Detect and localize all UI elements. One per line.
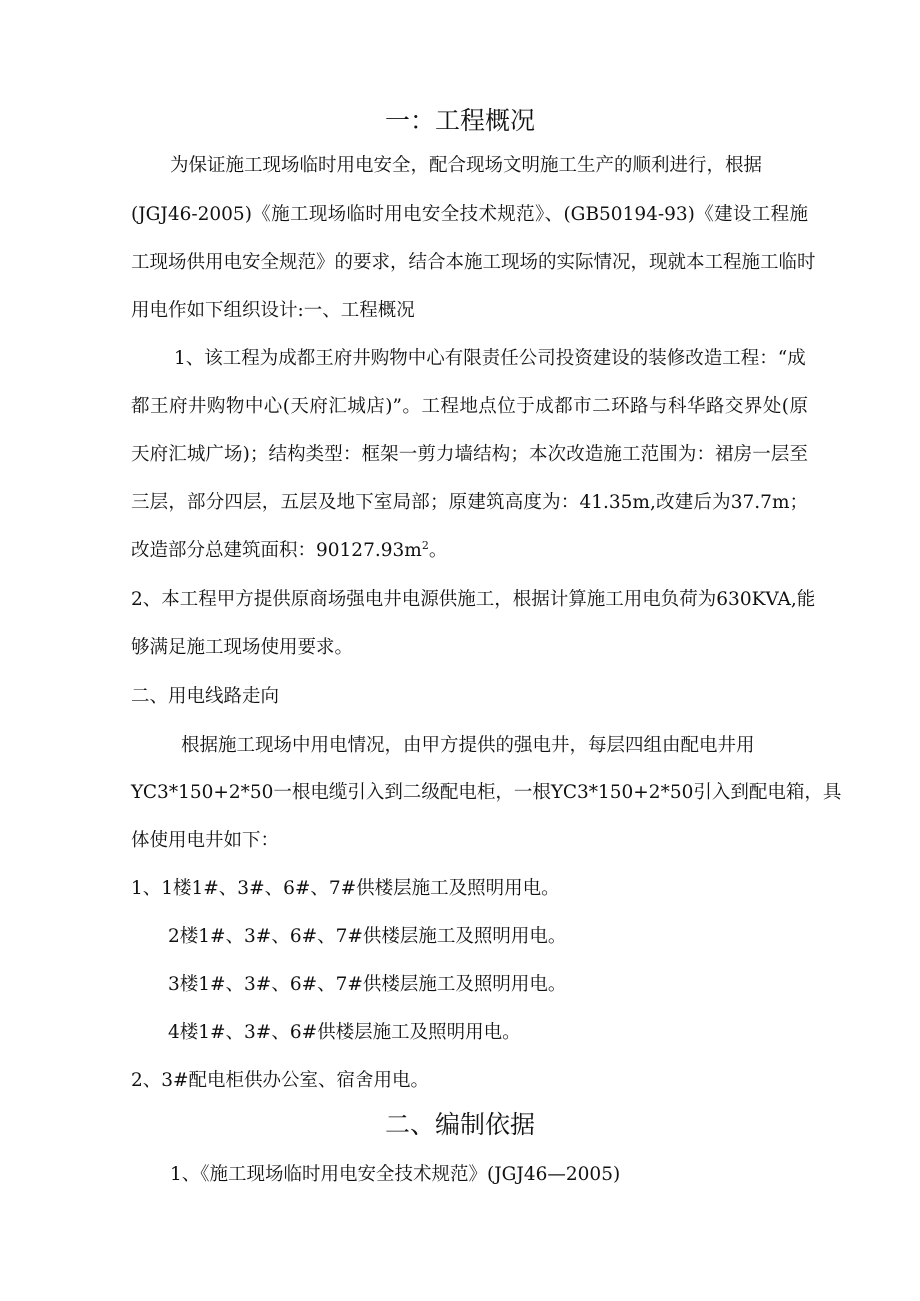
- total-area-text: 改造部分总建筑面积：90127.93m: [131, 540, 422, 561]
- item1-line-1: 1、该工程为成都王府井购物中心有限责任公司投资建设的装修改造工程：“成: [174, 348, 806, 369]
- heading-compilation-basis: 二、编制依据: [384, 1110, 535, 1139]
- item2-line-1: 2、本工程甲方提供原商场强电井电源供施工，根据计算施工用电负荷为630KVA,能: [131, 589, 816, 610]
- routing-line-2: YC3*150+2*50一根电缆引入到二级配电柜，一根YC3*150+2*50引入到配电箱，具: [131, 782, 842, 803]
- item1-line-4: 三层，部分四层，五层及地下室局部；原建筑高度为：41.35m,改建后为37.7m；: [131, 492, 808, 513]
- well-list-item: 2楼1#、3#、6#、7#供楼层施工及照明用电。: [168, 926, 567, 947]
- routing-line-3: 体使用电井如下：: [131, 830, 280, 851]
- intro-line-4: 用电作如下组织设计:一、工程概况: [131, 300, 415, 321]
- well-list-item: 1、1楼1#、3#、6#、7#供楼层施工及照明用电。: [131, 878, 560, 899]
- intro-line-1: 为保证施工现场临时用电安全，配合现场文明施工生产的顺利进行，根据: [170, 155, 763, 176]
- item1-line-3: 天府汇城广场)；结构类型：框架一剪力墙结构；本次改造施工范围为：裙房一层至: [131, 444, 808, 465]
- well-list-item: 3楼1#、3#、6#、7#供楼层施工及照明用电。: [168, 974, 567, 995]
- item1-line-5: [131, 536, 447, 562]
- item2-line-2: 够满足施工现场使用要求。: [131, 637, 354, 658]
- item1-line-2: 都王府井购物中心(天府汇城店)”。工程地点位于成都市二环路与科华路交界处(原: [131, 396, 808, 417]
- basis-item: 1、《施工现场临时用电安全技术规范》(JGJ46—2005): [170, 1164, 621, 1185]
- heading-project-overview: 一：工程概况: [384, 106, 535, 135]
- intro-line-2: (JGJ46-2005)《施工现场临时用电安全技术规范》、(GB50194-93)《建设工程施: [131, 204, 808, 225]
- intro-line-3: 工现场供用电安全规范》的要求，结合本施工现场的实际情况，现就本工程施工临时: [131, 252, 816, 273]
- well-list-item: 4楼1#、3#、6#供楼层施工及照明用电。: [168, 1022, 521, 1043]
- routing-line-1: 根据施工现场中用电情况，由甲方提供的强电井，每层四组由配电井用: [181, 735, 755, 756]
- office-power-line: 2、3#配电柜供办公室、宿舍用电。: [131, 1070, 430, 1091]
- area-unit-superscript: 2: [421, 538, 429, 552]
- item1-line-5-end: 。: [428, 540, 448, 561]
- section-title-wiring-route: 二、用电线路走向: [131, 686, 280, 707]
